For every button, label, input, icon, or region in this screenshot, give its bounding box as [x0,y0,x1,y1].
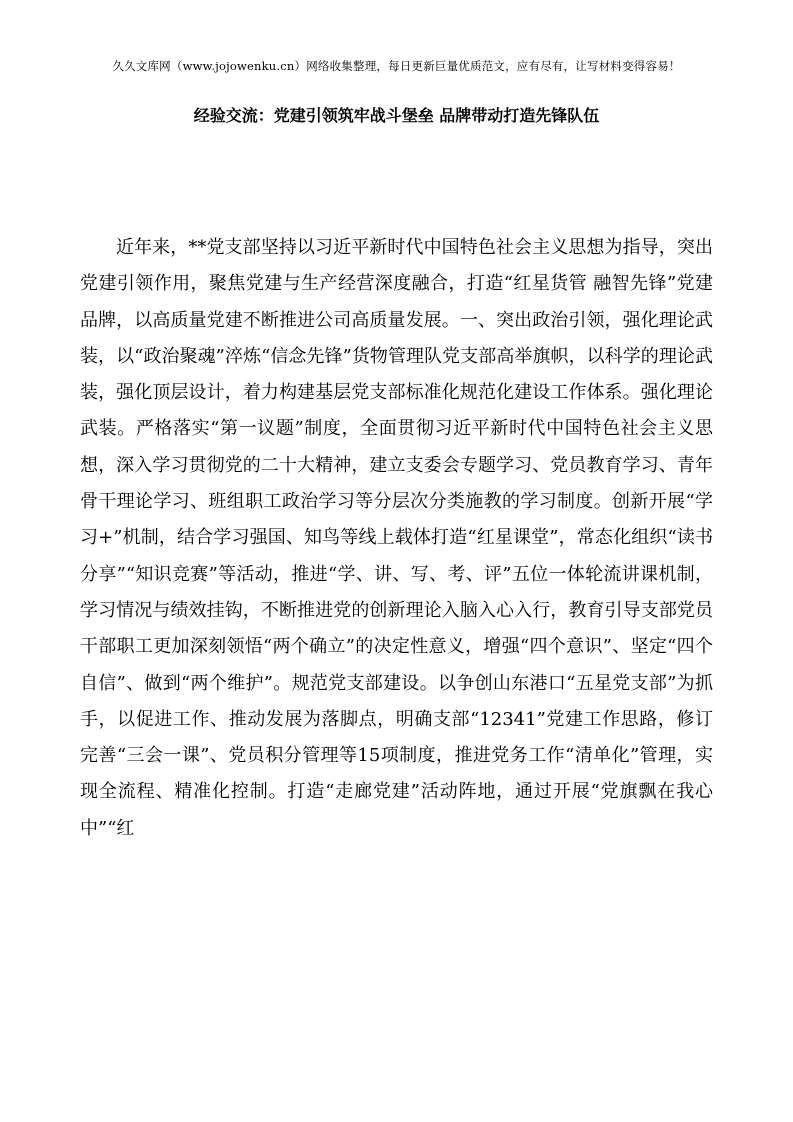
body-paragraph: 近年来，**党支部坚持以习近平新时代中国特色社会主义思想为指导，突出党建引领作用，聚焦党建与生产经营深度融合，打造“红星货管 融智先锋”党建品牌，以高质量党建不断推进公司高质量发展。一、突出政治引领，强化理论武装，以“政治聚魂”淬炼“信念先锋”货物管理队党支部高举旗帜，以科学的理论武装，强化顶层设计，着力构建基层党支部标准化规范化建设工作体系。强化理论武装。严格落实“第一议题”制度，全面贯彻习近平新时代中国特色社会主义思想，深入学习贯彻党的二十大精神，建立支委会专题学习、党员教育学习、青年骨干理论学习、班组职工政治学习等分层次分类施教的学习制度。创新开展“学习+”机制，结合学习强国、知鸟等线上载体打造“红星课堂”，常态化组织“读书分享”“知识竞赛”等活动，推进“学、讲、写、考、评”五位一体轮流讲课机制，学习情况与绩效挂钩，不断推进党的创新理论入脑入心入行，教育引导支部党员干部职工更加深刻领悟“两个确立”的决定性意义，增强“四个意识”、坚定“四个自信”、做到“两个维护”。规范党支部建设。以争创山东港口“五星党支部”为抓手，以促进工作、推动发展为落脚点，明确支部“12341”党建工作思路，修订完善“三会一课”、党员积分管理等15项制度，推进党务工作“清单化”管理，实现全流程、精准化控制。打造“走廊党建”活动阵地，通过开展“党旗飘在我心中”“红 [80,237,713,839]
header-source-note: 久久文库网（www.jojowenku.cn）网络收集整理，每日更新巨量优质范文，应有尽有，让写材料变得容易！ [112,59,681,73]
document-title: 经验交流：党建引领筑牢战斗堡垒 品牌带动打造先锋队伍 [193,106,600,125]
